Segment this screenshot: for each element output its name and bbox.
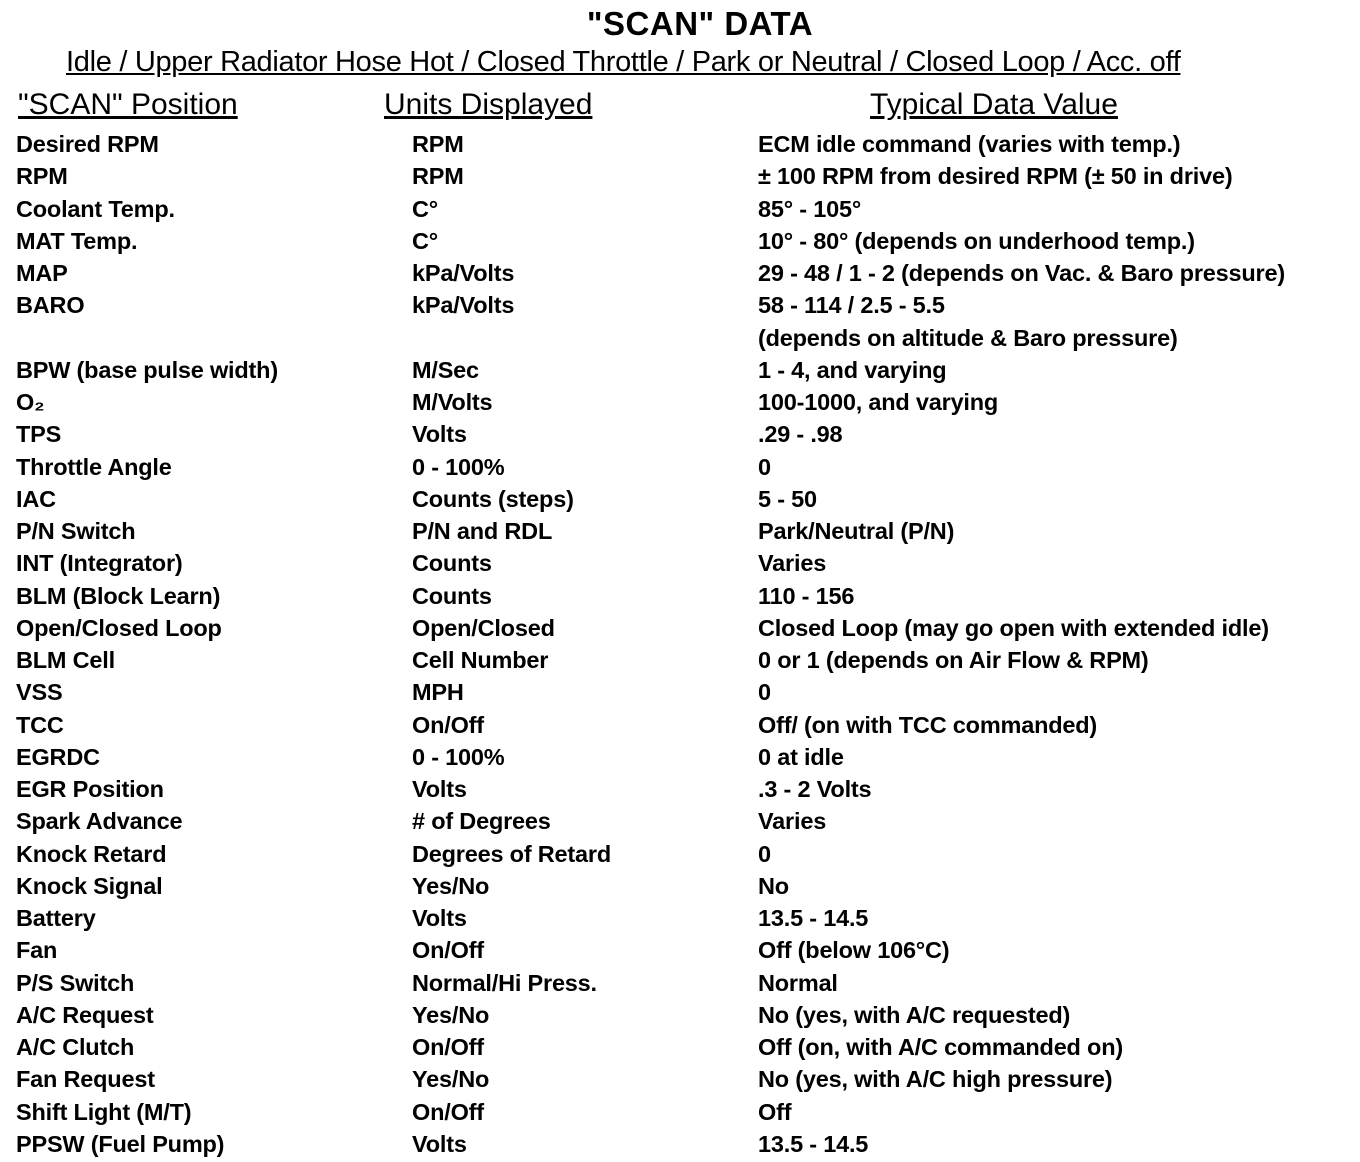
table-row	[0, 934, 1360, 966]
table-row	[0, 386, 1360, 418]
typical-value-cell: Varies	[758, 808, 827, 835]
scan-position-cell: BLM (Block Learn)	[16, 582, 221, 609]
units-cell: kPa/Volts	[412, 292, 515, 319]
table-row	[0, 451, 1360, 483]
units-cell: Volts	[412, 776, 467, 802]
scan-position-cell: Throttle Angle	[16, 453, 172, 480]
units-cell: Yes/No	[412, 872, 490, 899]
units-cell: Volts	[412, 905, 467, 931]
scan-position-cell: PPSW (Fuel Pump)	[16, 1130, 225, 1157]
scan-position-cell: BPW (base pulse width)	[16, 356, 278, 383]
scan-position-cell: Knock Retard	[16, 840, 167, 867]
typical-value-cell: Off (on, with A/C commanded on)	[758, 1034, 1123, 1060]
scan-position-cell: VSS	[16, 679, 63, 706]
table-row	[0, 709, 1360, 741]
typical-value-cell: ± 100 RPM from desired RPM (± 50 in drive)	[758, 163, 1233, 190]
scan-position-cell: Fan	[16, 937, 58, 964]
table-row	[0, 644, 1360, 676]
header-scan-position: "SCAN" Position	[18, 88, 238, 121]
units-cell: M/Volts	[412, 389, 493, 415]
typical-value-cell: 13.5 - 14.5	[758, 1130, 869, 1157]
table-row	[0, 838, 1360, 870]
table-row	[0, 354, 1360, 386]
header-units-displayed: Units Displayed	[384, 88, 593, 121]
table-row	[0, 741, 1360, 773]
typical-value-cell: 10° - 80° (depends on underhood temp.)	[758, 227, 1195, 254]
table-row	[0, 773, 1360, 805]
typical-value-cell: 13.5 - 14.5	[758, 905, 869, 931]
scan-position-cell: TCC	[16, 711, 64, 738]
scan-position-cell: IAC	[16, 485, 56, 512]
typical-value-cell: Off (below 106°C)	[758, 937, 950, 964]
scan-position-cell: A/C Request	[16, 1001, 154, 1028]
scan-position-cell: EGR Position	[16, 776, 164, 802]
scan-position-cell: MAT Temp.	[16, 227, 138, 254]
typical-value-cell: Normal	[758, 969, 838, 996]
typical-value-cell: No (yes, with A/C requested)	[758, 1001, 1071, 1028]
typical-value-cell: 110 - 156	[758, 582, 855, 609]
table-row	[0, 160, 1360, 192]
scan-position-cell: Battery	[16, 905, 96, 931]
typical-value-cell: 5 - 50	[758, 485, 817, 512]
typical-value-cell: 0 at idle	[758, 743, 844, 770]
typical-value-cell: Varies	[758, 550, 827, 577]
units-cell: Counts	[412, 582, 492, 609]
scan-position-cell: Fan Request	[16, 1066, 155, 1093]
table-row	[0, 418, 1360, 450]
header-typical-data-value: Typical Data Value	[870, 88, 1118, 121]
table-row	[0, 1031, 1360, 1063]
scan-position-cell: EGRDC	[16, 743, 100, 770]
table-row	[0, 225, 1360, 257]
typical-value-cell: .29 - .98	[758, 421, 843, 448]
typical-value-cell: 29 - 48 / 1 - 2 (depends on Vac. & Baro pressure)	[758, 260, 1285, 286]
typical-value-cell: 0	[758, 679, 771, 706]
typical-value-cell: Off	[758, 1098, 792, 1125]
table-row	[0, 483, 1360, 515]
units-cell: C°	[412, 227, 438, 254]
table-row	[0, 612, 1360, 644]
units-cell: Yes/No	[412, 1066, 490, 1093]
table-row	[0, 193, 1360, 225]
table-row	[0, 580, 1360, 612]
typical-value-cell: 100-1000, and varying	[758, 389, 999, 415]
table-row	[0, 999, 1360, 1031]
typical-value-cell: 58 - 114 / 2.5 - 5.5	[758, 292, 945, 319]
units-cell: RPM	[412, 163, 464, 190]
scan-position-cell: P/N Switch	[16, 518, 136, 544]
typical-value-cell: Closed Loop (may go open with extended idle)	[758, 614, 1269, 641]
typical-value-cell: 1 - 4, and varying	[758, 356, 947, 383]
units-cell: MPH	[412, 679, 464, 706]
table-row	[0, 1128, 1360, 1160]
scan-position-cell: TPS	[16, 421, 62, 448]
typical-value-cell: 0 or 1 (depends on Air Flow & RPM)	[758, 647, 1149, 673]
table-row	[0, 322, 1360, 354]
units-cell: On/Off	[412, 711, 484, 738]
scan-position-cell: BARO	[16, 292, 85, 319]
typical-value-cell: No (yes, with A/C high pressure)	[758, 1066, 1113, 1093]
table-row	[0, 1063, 1360, 1095]
typical-value-cell: No	[758, 872, 789, 899]
units-cell: Counts	[412, 550, 492, 577]
table-row	[0, 676, 1360, 708]
units-cell: Cell Number	[412, 647, 549, 673]
units-cell: kPa/Volts	[412, 260, 515, 286]
typical-value-cell: Park/Neutral (P/N)	[758, 518, 955, 544]
table-row	[0, 1096, 1360, 1128]
table-row	[0, 128, 1360, 160]
units-cell: # of Degrees	[412, 808, 551, 835]
units-cell: Counts (steps)	[412, 485, 574, 512]
scan-position-cell: Open/Closed Loop	[16, 614, 222, 641]
scan-position-cell: Desired RPM	[16, 131, 159, 157]
scan-position-cell: BLM Cell	[16, 647, 115, 673]
units-cell: 0 - 100%	[412, 743, 505, 770]
scan-position-cell: A/C Clutch	[16, 1034, 135, 1060]
typical-value-cell: 0	[758, 453, 771, 480]
units-cell: Yes/No	[412, 1001, 490, 1028]
table-row	[0, 289, 1360, 321]
table-row	[0, 870, 1360, 902]
units-cell: M/Sec	[412, 356, 479, 383]
typical-value-cell: (depends on altitude & Baro pressure)	[758, 324, 1178, 351]
scan-position-cell: Knock Signal	[16, 872, 163, 899]
units-cell: Volts	[412, 421, 467, 448]
table-row	[0, 967, 1360, 999]
units-cell: P/N and RDL	[412, 518, 553, 544]
typical-value-cell: 0	[758, 840, 771, 867]
table-row	[0, 257, 1360, 289]
typical-value-cell: Off/ (on with TCC commanded)	[758, 711, 1098, 738]
table-row	[0, 805, 1360, 837]
typical-value-cell: .3 - 2 Volts	[758, 776, 872, 802]
units-cell: Normal/Hi Press.	[412, 969, 597, 996]
scan-position-cell: Coolant Temp.	[16, 195, 175, 222]
table-row	[0, 547, 1360, 579]
units-cell: On/Off	[412, 937, 484, 964]
scan-position-cell: P/S Switch	[16, 969, 135, 996]
units-cell: Degrees of Retard	[412, 840, 612, 867]
scan-position-cell: RPM	[16, 163, 68, 190]
units-cell: 0 - 100%	[412, 453, 505, 480]
scan-position-cell: MAP	[16, 260, 68, 286]
scan-position-cell: INT (Integrator)	[16, 550, 183, 577]
page-title: "SCAN" DATA	[586, 5, 814, 42]
units-cell: On/Off	[412, 1034, 484, 1060]
typical-value-cell: 85° - 105°	[758, 195, 862, 222]
scan-position-cell: O₂	[16, 389, 45, 415]
units-cell: C°	[412, 195, 438, 222]
typical-value-cell: ECM idle command (varies with temp.)	[758, 131, 1181, 157]
conditions-subtitle: Idle / Upper Radiator Hose Hot / Closed Throttle / Park or Neutral / Closed Loop / Acc. off	[66, 46, 1181, 78]
units-cell: On/Off	[412, 1098, 484, 1125]
units-cell: Volts	[412, 1130, 467, 1157]
units-cell: RPM	[412, 131, 464, 157]
scan-data-table	[0, 128, 1360, 1160]
table-row	[0, 902, 1360, 934]
scan-position-cell: Spark Advance	[16, 808, 183, 835]
table-row	[0, 515, 1360, 547]
scan-position-cell: Shift Light (M/T)	[16, 1098, 192, 1125]
units-cell: Open/Closed	[412, 614, 555, 641]
